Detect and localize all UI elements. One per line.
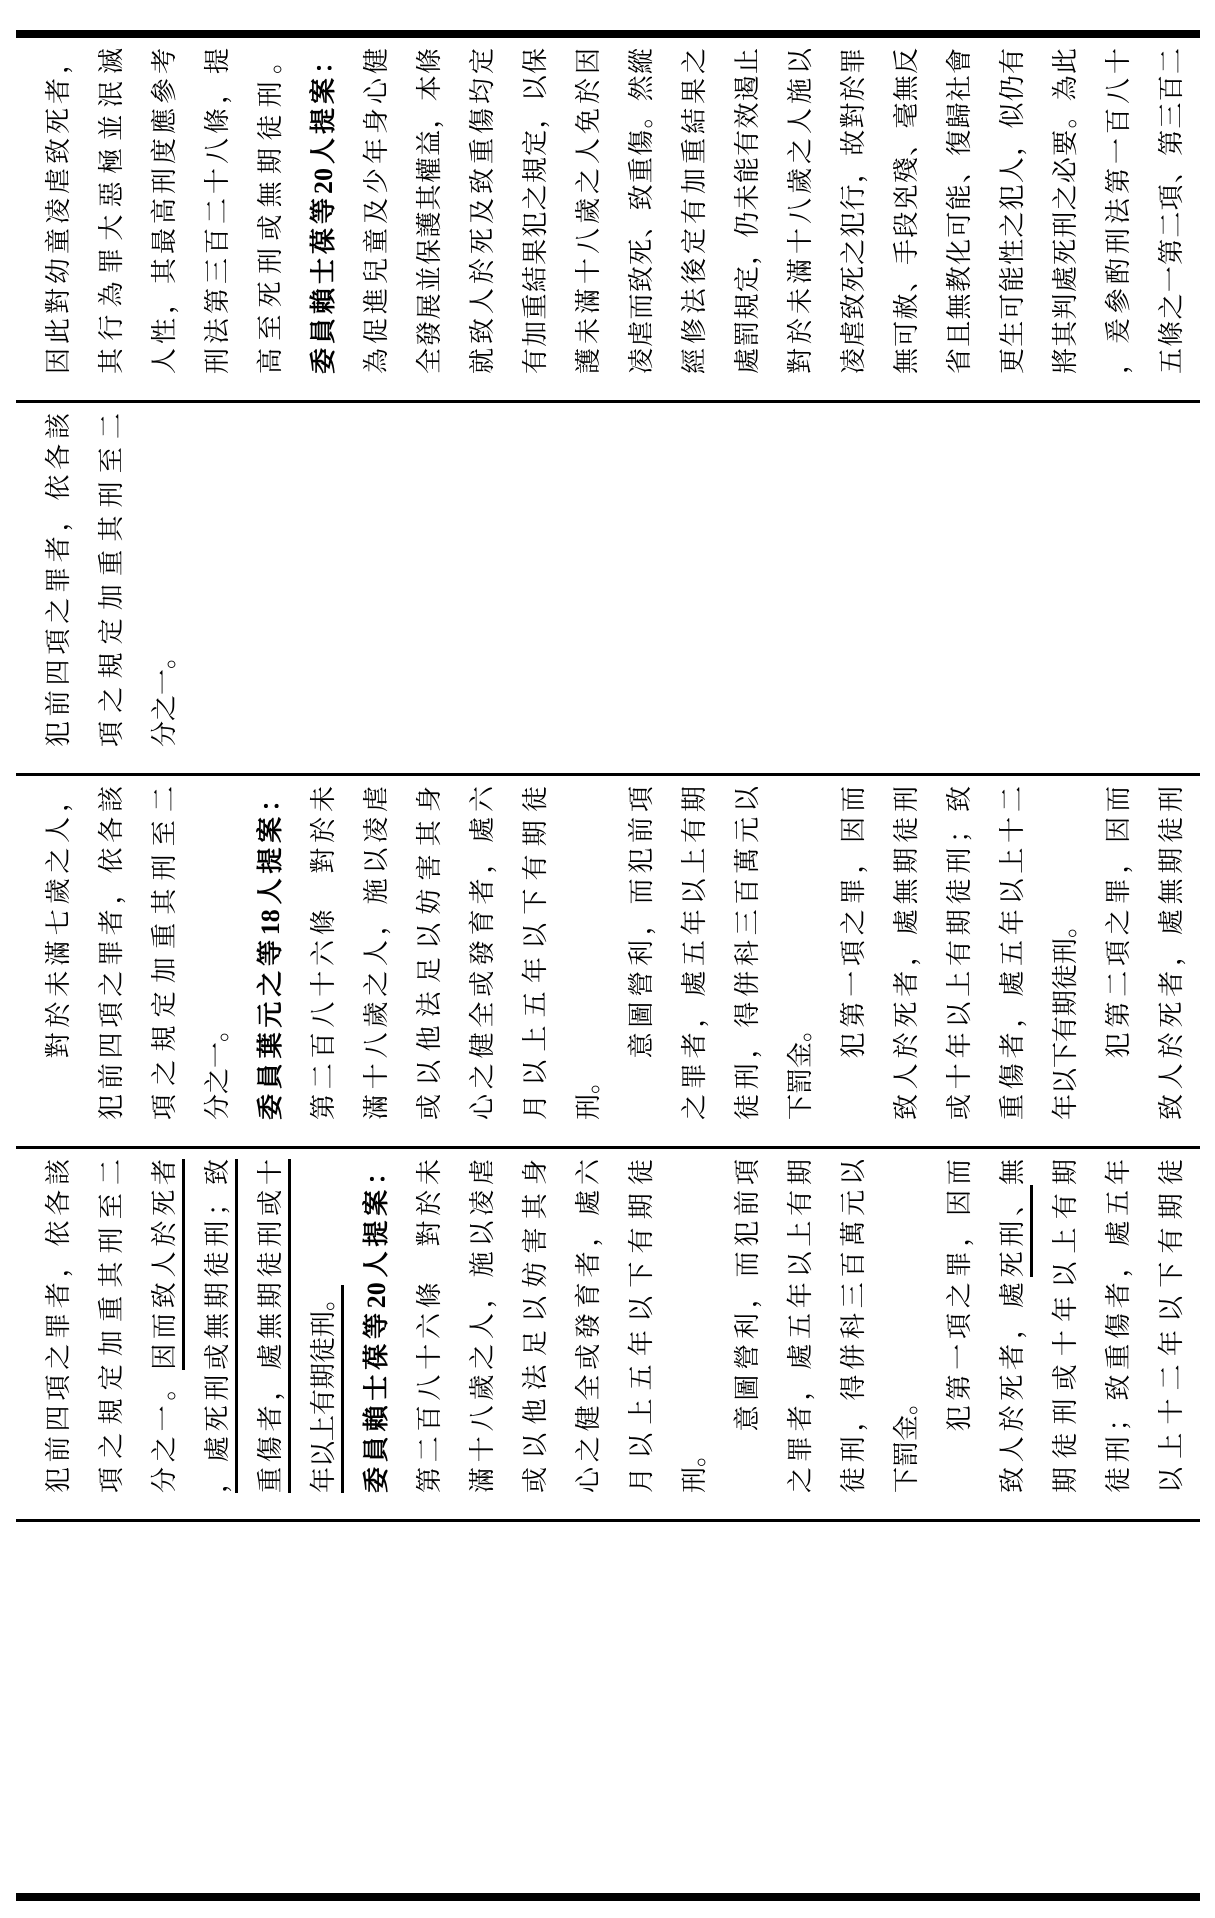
text-line xyxy=(138,786,191,1120)
underlined-amendment-segment: 年以上有期徒刑。 xyxy=(309,1285,344,1493)
text-segment: 因此對幼童凌虐致死者， xyxy=(44,48,73,374)
text-segment: 重傷者，處五年以上十二 xyxy=(998,786,1027,1120)
text-line xyxy=(721,1159,774,1493)
text-segment: 更生可能性之犯人，似仍有 xyxy=(998,48,1027,374)
table-cell-proposal-yeh xyxy=(16,776,1200,1146)
table-cell-current-law xyxy=(16,403,1200,773)
text-line xyxy=(244,48,297,374)
text-line xyxy=(562,786,615,1120)
text-line xyxy=(774,786,827,1120)
text-segment: 無可赦、手段兇殘、毫無反 xyxy=(892,48,921,374)
text-segment: 就致人於死及致重傷均定 xyxy=(468,48,497,374)
text-segment: 月以上五年以下有期徒 xyxy=(521,786,550,1120)
text-segment: 年以下有期徒刑。 xyxy=(1051,911,1080,1120)
text-segment: 意圖營利，而犯前項 xyxy=(627,786,656,1120)
text-line xyxy=(1145,1159,1198,1493)
text-line xyxy=(986,1159,1039,1493)
text-line xyxy=(880,1159,933,1493)
text-line xyxy=(1039,48,1092,374)
text-segment: 致人於死者，處無期徒刑 xyxy=(1157,786,1186,1120)
text-line xyxy=(1145,48,1198,374)
text-segment: 下罰金。 xyxy=(892,1388,921,1493)
text-segment: 有加重結果犯之規定，以保 xyxy=(521,48,550,374)
text-line xyxy=(562,1159,615,1493)
text-segment: 將其判處死刑之必要。為此 xyxy=(1051,48,1080,374)
proposal-header-line xyxy=(350,1159,403,1493)
text-segment: 刑。 xyxy=(680,1440,709,1493)
text-segment: 第二百八十六條 對於未 xyxy=(415,1159,444,1493)
text-segment: 項之規定加重其刑至二 xyxy=(150,786,179,1120)
text-segment: 滿十八歲之人，施以凌虐 xyxy=(362,786,391,1120)
text-segment: 為促進兒童及少年身心健 xyxy=(362,48,391,374)
text-line xyxy=(1092,1159,1145,1493)
underlined-amendment-segment: 因而致人於死者 xyxy=(150,1159,185,1370)
text-segment: 刑。 xyxy=(574,1067,603,1120)
column-separator-3 xyxy=(16,773,1200,776)
text-segment: 項之規定加重其刑至二 xyxy=(97,1159,126,1493)
text-segment: 致人於死者，處 xyxy=(998,1277,1027,1493)
text-segment: 之罪者，處五年以上有期 xyxy=(786,1159,815,1493)
text-line xyxy=(668,786,721,1120)
table-cell-blank xyxy=(16,1522,1200,1893)
text-line xyxy=(721,786,774,1120)
text-line xyxy=(827,48,880,374)
text-line xyxy=(403,786,456,1120)
text-line xyxy=(827,786,880,1120)
text-segment: 以上十二年以下有期徒 xyxy=(1157,1159,1186,1493)
text-line xyxy=(509,786,562,1120)
text-segment: 省且無教化可能、復歸社會 xyxy=(945,48,974,374)
text-line xyxy=(668,48,721,374)
text-segment: 下罰金。 xyxy=(786,1015,815,1120)
text-segment: 委員賴士葆等20人提案： xyxy=(309,48,338,374)
text-segment: 犯第一項之罪，因而 xyxy=(945,1159,974,1493)
text-line xyxy=(456,1159,509,1493)
text-segment: 委員賴士葆等20人提案： xyxy=(362,1159,391,1493)
text-line xyxy=(297,786,350,1120)
text-line xyxy=(615,48,668,374)
text-segment: ，爰參酌刑法第一百八十 xyxy=(1104,48,1133,374)
text-line xyxy=(986,48,1039,374)
text-line xyxy=(827,1159,880,1493)
text-line xyxy=(774,48,827,374)
table-cell-explanation xyxy=(16,38,1200,400)
text-segment: 月以上五年以下有期徒 xyxy=(627,1159,656,1493)
column-separator-4 xyxy=(16,400,1200,403)
text-line xyxy=(1092,48,1145,374)
text-line xyxy=(297,1159,350,1493)
text-segment: 徒刑，得併科三百萬元以 xyxy=(839,1159,868,1493)
table-border-outer-left xyxy=(16,1893,1200,1901)
table-border-outer-right xyxy=(16,30,1200,38)
text-line xyxy=(403,1159,456,1493)
text-line xyxy=(350,786,403,1120)
text-segment: 項之規定加重其刑至二 xyxy=(97,413,126,747)
text-segment: 滿十八歲之人，施以凌虐 xyxy=(468,1159,497,1493)
text-segment: 犯第一項之罪，因而 xyxy=(839,786,868,1120)
text-segment: 護未滿十八歲之人免於因 xyxy=(574,48,603,374)
text-line xyxy=(138,48,191,374)
text-segment: 分之一。 xyxy=(150,1369,179,1493)
text-segment: 分之一。 xyxy=(203,1015,232,1120)
text-line xyxy=(191,786,244,1120)
text-line xyxy=(456,48,509,374)
text-line xyxy=(880,786,933,1120)
text-segment: 第二百八十六條 對於未 xyxy=(309,786,338,1120)
text-segment: 刑法第三百二十八條，提 xyxy=(203,48,232,374)
text-segment: 心之健全或發育者，處六 xyxy=(574,1159,603,1493)
text-line xyxy=(1039,1159,1092,1493)
text-line xyxy=(1145,786,1198,1120)
text-segment: 凌虐而致死、致重傷。然縱 xyxy=(627,48,656,374)
text-line xyxy=(403,48,456,374)
text-segment: 對於未滿十八歲之人施以 xyxy=(786,48,815,374)
text-segment: 分之一。 xyxy=(150,642,179,747)
text-line xyxy=(509,48,562,374)
text-segment: 犯第二項之罪，因而 xyxy=(1104,786,1133,1120)
text-segment: 其行為罪大惡極並泯滅 xyxy=(97,48,126,374)
column-separator-2 xyxy=(16,1146,1200,1149)
text-line xyxy=(138,1159,191,1493)
text-line xyxy=(1092,786,1145,1120)
proposal-header-line xyxy=(244,786,297,1120)
text-segment: 犯前四項之罪者，依各該 xyxy=(44,413,73,747)
text-line xyxy=(350,48,403,374)
text-segment: 徒刑；致重傷者，處五年 xyxy=(1104,1159,1133,1493)
text-segment: 處罰規定，仍未能有效遏止 xyxy=(733,48,762,374)
text-line xyxy=(774,1159,827,1493)
text-line xyxy=(880,48,933,374)
text-line xyxy=(32,786,85,1120)
text-segment: 或以他法足以妨害其身 xyxy=(521,1159,550,1493)
text-line xyxy=(933,48,986,374)
text-line xyxy=(615,786,668,1120)
text-line xyxy=(85,1159,138,1493)
text-line xyxy=(668,1159,721,1493)
text-line xyxy=(244,1159,297,1493)
text-segment: 心之健全或發育者，處六 xyxy=(468,786,497,1120)
text-segment: 徒刑，得併科三百萬元以 xyxy=(733,786,762,1120)
text-segment: 委員葉元之等18人提案： xyxy=(256,786,285,1120)
text-line xyxy=(85,48,138,374)
text-line xyxy=(138,413,191,747)
text-line xyxy=(615,1159,668,1493)
underlined-amendment-segment: ，處死刑或無期徒刑；致 xyxy=(203,1159,238,1493)
text-segment: 無 xyxy=(998,1159,1027,1186)
text-line xyxy=(32,1159,85,1493)
text-line xyxy=(509,1159,562,1493)
text-line xyxy=(1039,786,1092,1120)
column-separator-1 xyxy=(16,1519,1200,1522)
text-line xyxy=(933,1159,986,1493)
text-line xyxy=(191,1159,244,1493)
text-segment: 犯前四項之罪者，依各該 xyxy=(97,786,126,1120)
text-line xyxy=(85,413,138,747)
text-line xyxy=(32,48,85,374)
text-segment: 致人於死者，處無期徒刑 xyxy=(892,786,921,1120)
table-cell-proposal-lai xyxy=(16,1149,1200,1519)
underlined-amendment-segment: 死刑、 xyxy=(998,1185,1033,1277)
text-segment: 犯前四項之罪者，依各該 xyxy=(44,1159,73,1493)
text-segment: 高至死刑或無期徒刑。 xyxy=(256,48,285,374)
text-line xyxy=(562,48,615,374)
text-segment: 或以他法足以妨害其身 xyxy=(415,786,444,1120)
text-segment: 凌虐致死之犯行，故對於罪 xyxy=(839,48,868,374)
text-segment: 或十年以上有期徒刑；致 xyxy=(945,786,974,1120)
text-line xyxy=(85,786,138,1120)
underlined-amendment-segment: 重傷者，處無期徒刑或十 xyxy=(256,1159,291,1493)
text-segment: 五條之一第二項、第三百二 xyxy=(1157,48,1186,374)
text-segment: 全發展並保護其權益，本條 xyxy=(415,48,444,374)
text-segment: 之罪者，處五年以上有期 xyxy=(680,786,709,1120)
text-segment: 人性，其最高刑度應參考 xyxy=(150,48,179,374)
text-segment: 對於未滿七歲之人， xyxy=(44,786,73,1120)
text-segment: 經修法後定有加重結果之 xyxy=(680,48,709,374)
text-segment: 意圖營利，而犯前項 xyxy=(733,1159,762,1493)
text-line xyxy=(456,786,509,1120)
proposal-header-line xyxy=(297,48,350,374)
text-line xyxy=(191,48,244,374)
text-segment: 期徒刑或十年以上有期 xyxy=(1051,1159,1080,1493)
text-line xyxy=(933,786,986,1120)
text-line xyxy=(32,413,85,747)
text-line xyxy=(986,786,1039,1120)
text-line xyxy=(721,48,774,374)
